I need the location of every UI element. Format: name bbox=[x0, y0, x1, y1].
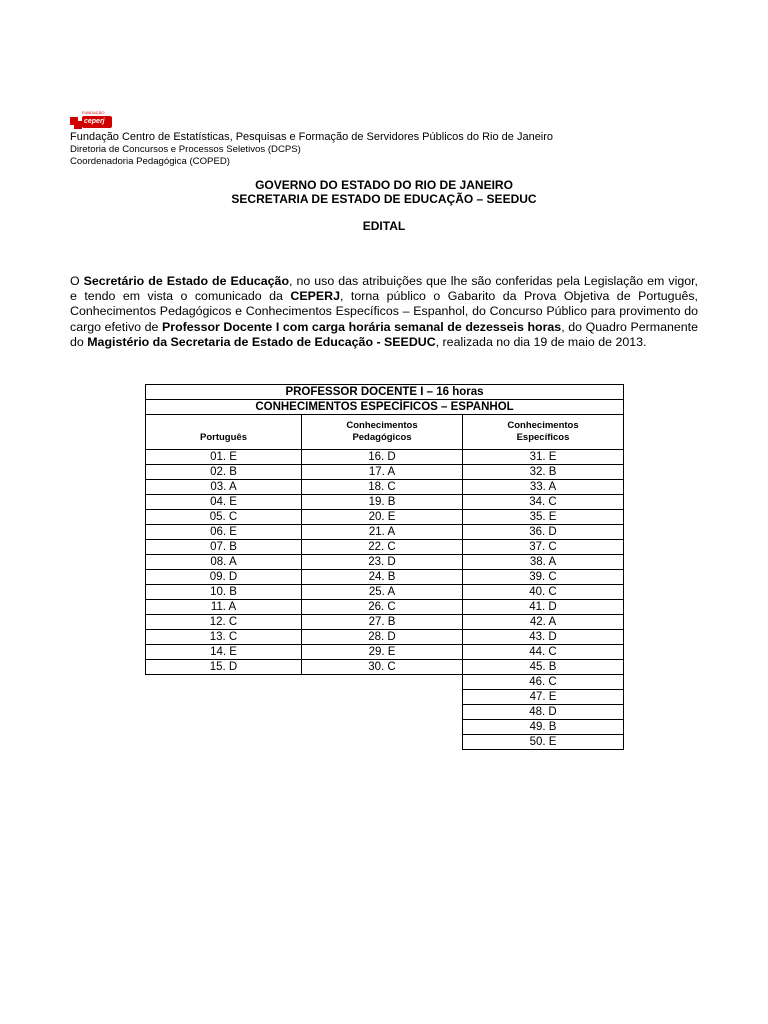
answer-cell-pedagogicos: 24. B bbox=[302, 570, 463, 585]
empty-cell bbox=[146, 675, 302, 690]
answer-cell-portugues: 08. A bbox=[146, 555, 302, 570]
table-row bbox=[146, 645, 624, 660]
answer-cell-pedagogicos: 21. A bbox=[302, 525, 463, 540]
org-coordination: Coordenadoria Pedagógica (COPED) bbox=[70, 156, 230, 167]
answer-cell-pedagogicos: 16. D bbox=[302, 450, 463, 465]
empty-cell bbox=[302, 720, 463, 735]
empty-cell bbox=[146, 735, 302, 750]
table-row bbox=[146, 585, 624, 600]
answer-key-table-wrap bbox=[145, 384, 624, 750]
body-text: , do Quadro Permanente do bbox=[70, 319, 698, 349]
answer-cell-pedagogicos: 29. E bbox=[302, 645, 463, 660]
answer-cell-pedagogicos: 26. C bbox=[302, 600, 463, 615]
col-header-pedagogicos bbox=[302, 415, 463, 450]
col-header-especificos bbox=[463, 415, 624, 450]
table-row bbox=[146, 540, 624, 555]
org-name: Fundação Centro de Estatísticas, Pesquisas e Formação de Servidores Públicos do Rio de Janeiro bbox=[70, 131, 554, 143]
answer-cell-pedagogicos: 18. C bbox=[302, 480, 463, 495]
answer-cell-portugues: 03. A bbox=[146, 480, 302, 495]
table-row bbox=[146, 615, 624, 630]
col-header-text: Conhecimentos bbox=[346, 420, 418, 431]
answer-cell-portugues: 06. E bbox=[146, 525, 302, 540]
table-subtitle: CONHECIMENTOS ESPECÍFICOS – ESPANHOL bbox=[146, 400, 624, 415]
table-row bbox=[146, 660, 624, 675]
empty-cell bbox=[146, 705, 302, 720]
body-bold-position: Professor Docente I com carga horária semanal de dezesseis horas bbox=[162, 319, 562, 334]
answer-cell-portugues: 14. E bbox=[146, 645, 302, 660]
answer-cell-portugues: 04. E bbox=[146, 495, 302, 510]
table-row bbox=[146, 555, 624, 570]
answer-cell-pedagogicos: 19. B bbox=[302, 495, 463, 510]
col-header-portugues: Português bbox=[146, 415, 302, 450]
answer-cell-especificos: 46. C bbox=[463, 675, 624, 690]
table-row bbox=[146, 570, 624, 585]
body-text: , torna público o Gabarito da Prova Objetiva de Português, Conhecimentos Pedagógicos e Conhecimentos Específicos – Espanhol, do Concurso Público para provimento do cargo efetivo de bbox=[70, 289, 698, 334]
body-text: , no uso das atribuições que lhe são conferidas pela Legislação em vigor, e tendo em vista o comunicado da bbox=[70, 274, 698, 304]
edital-title: EDITAL bbox=[362, 219, 406, 233]
org-header bbox=[70, 131, 710, 168]
table-row bbox=[146, 630, 624, 645]
answer-cell-especificos: 44. C bbox=[463, 645, 624, 660]
table-row bbox=[146, 735, 624, 750]
table-row bbox=[146, 675, 624, 690]
answer-cell-especificos: 36. D bbox=[463, 525, 624, 540]
table-row bbox=[146, 705, 624, 720]
body-bold-secretary: Secretário de Estado de Educação bbox=[83, 274, 290, 288]
table-row bbox=[146, 495, 624, 510]
answer-cell-especificos: 33. A bbox=[463, 480, 624, 495]
logo-mark-secondary bbox=[74, 121, 82, 129]
body-text: O bbox=[70, 274, 84, 288]
table-title: PROFESSOR DOCENTE I – 16 horas bbox=[146, 385, 624, 400]
table-row bbox=[146, 525, 624, 540]
col-header-text: Específicos bbox=[516, 432, 570, 443]
edital-paragraph bbox=[70, 274, 698, 350]
answer-cell-especificos: 49. B bbox=[463, 720, 624, 735]
answer-cell-portugues: 05. C bbox=[146, 510, 302, 525]
org-directorate: Diretoria de Concursos e Processos Seletivos (DCPS) bbox=[70, 144, 301, 155]
answer-cell-especificos: 48. D bbox=[463, 705, 624, 720]
logo-word: ceperj bbox=[84, 118, 105, 125]
answer-cell-especificos: 42. A bbox=[463, 615, 624, 630]
secretariat-title: SECRETARIA DE ESTADO DE EDUCAÇÃO – SEEDUC bbox=[231, 192, 537, 206]
empty-cell bbox=[146, 690, 302, 705]
col-header-text: Conhecimentos bbox=[507, 420, 579, 431]
empty-cell bbox=[302, 675, 463, 690]
answer-cell-pedagogicos: 25. A bbox=[302, 585, 463, 600]
empty-cell bbox=[302, 690, 463, 705]
answer-cell-portugues: 12. C bbox=[146, 615, 302, 630]
table-row bbox=[146, 480, 624, 495]
answer-cell-portugues: 13. C bbox=[146, 630, 302, 645]
government-title: GOVERNO DO ESTADO DO RIO DE JANEIRO bbox=[255, 178, 513, 192]
table-row bbox=[146, 465, 624, 480]
answer-cell-especificos: 35. E bbox=[463, 510, 624, 525]
answer-cell-especificos: 39. C bbox=[463, 570, 624, 585]
answer-cell-especificos: 37. C bbox=[463, 540, 624, 555]
answer-cell-pedagogicos: 22. C bbox=[302, 540, 463, 555]
answer-cell-pedagogicos: 23. D bbox=[302, 555, 463, 570]
logo-caption: FUNDAÇÃO bbox=[82, 110, 105, 115]
table-subtitle-row bbox=[146, 400, 624, 415]
answer-cell-portugues: 11. A bbox=[146, 600, 302, 615]
answer-cell-especificos: 31. E bbox=[463, 450, 624, 465]
table-row bbox=[146, 600, 624, 615]
answer-cell-especificos: 38. A bbox=[463, 555, 624, 570]
answer-cell-portugues: 10. B bbox=[146, 585, 302, 600]
answer-cell-portugues: 01. E bbox=[146, 450, 302, 465]
answer-cell-especificos: 40. C bbox=[463, 585, 624, 600]
body-bold-magisterio: Magistério da Secretaria de Estado de Educação - SEEDUC bbox=[87, 334, 436, 349]
answer-cell-portugues: 02. B bbox=[146, 465, 302, 480]
body-bold-ceperj: CEPERJ bbox=[290, 289, 341, 304]
answer-cell-especificos: 43. D bbox=[463, 630, 624, 645]
answer-cell-pedagogicos: 20. E bbox=[302, 510, 463, 525]
table-row bbox=[146, 690, 624, 705]
answer-cell-pedagogicos: 27. B bbox=[302, 615, 463, 630]
answer-key-table bbox=[145, 384, 624, 750]
answer-cell-portugues: 15. D bbox=[146, 660, 302, 675]
answer-cell-pedagogicos: 30. C bbox=[302, 660, 463, 675]
body-text: , realizada no dia 19 de maio de 2013. bbox=[435, 334, 647, 349]
empty-cell bbox=[302, 735, 463, 750]
table-row bbox=[146, 720, 624, 735]
answer-cell-especificos: 32. B bbox=[463, 465, 624, 480]
answer-cell-especificos: 47. E bbox=[463, 690, 624, 705]
answer-cell-pedagogicos: 17. A bbox=[302, 465, 463, 480]
column-header-row bbox=[146, 415, 624, 450]
table-title-row bbox=[146, 385, 624, 400]
table-row bbox=[146, 510, 624, 525]
answer-cell-pedagogicos: 28. D bbox=[302, 630, 463, 645]
ceperj-logo bbox=[70, 111, 114, 131]
col-header-text: Pedagógicos bbox=[352, 432, 412, 443]
table-row bbox=[146, 450, 624, 465]
answer-cell-especificos: 41. D bbox=[463, 600, 624, 615]
answer-cell-portugues: 07. B bbox=[146, 540, 302, 555]
answer-cell-especificos: 45. B bbox=[463, 660, 624, 675]
answer-cell-especificos: 50. E bbox=[463, 735, 624, 750]
answer-cell-especificos: 34. C bbox=[463, 495, 624, 510]
answer-cell-portugues: 09. D bbox=[146, 570, 302, 585]
empty-cell bbox=[302, 705, 463, 720]
empty-cell bbox=[146, 720, 302, 735]
